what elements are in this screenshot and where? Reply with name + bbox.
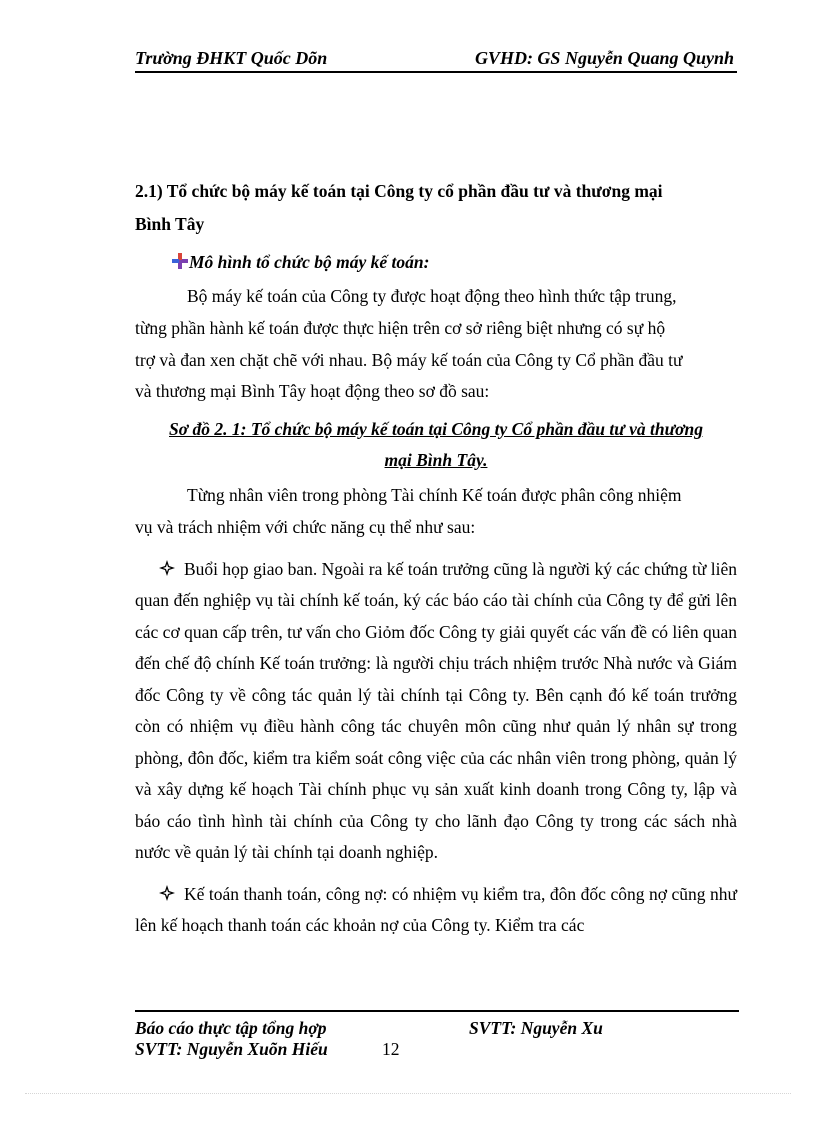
page-bottom-divider [25, 1093, 791, 1094]
header-supervisor: GVHD: GS Nguyễn Quang Quynh [474, 48, 734, 68]
page-header [135, 45, 737, 73]
paragraph1-line4: và thương mại Bình Tây hoạt động theo sơ đồ sau: [135, 381, 490, 402]
subheading [171, 247, 737, 277]
footer-report-title: Báo cáo thực tập tổng hợp [135, 1018, 327, 1038]
bullet-text: Buổi họp giao ban. Ngoài ra kế toán trưởng cũng là người ký các chứng từ liên quan đến nghiệp vụ tài chính kế toán, ký các báo cáo tài chính của Công ty để gửi lên các cơ quan cấp trên, tư vấn cho Giỏm đốc Công ty giải quyết các vấn đề có liên quan đến chế độ chính Kế toán trưởng: là người chịu trách nhiệm trước Nhà nước và Giám đốc Công ty về công tác quản lý tài chính tại Công ty. Bên cạnh đó kế toán trưởng còn có nhiệm vụ điều hành công tác chuyên môn cũng như quản lý nhân sự trong phòng, đôn đốc, kiểm tra kiểm soát công việc của các nhân viên trong phòng, quản lý và xây dựng kế hoạch Tài chính phục vụ sản xuất kinh doanh trong Công ty, lập và báo cáo tình hình tài chính của Công ty cho lãnh đạo Công ty trong các sách nhà nước về quản lý tài chính tại doanh nghiệp. [135, 558, 737, 863]
caption-line2: mại Bình Tây. [384, 450, 488, 471]
page-footer [135, 1010, 739, 1059]
subheading-text: Mô hình tổ chức bộ máy kế toán: [189, 252, 430, 272]
section-title-line2: Bình Tây [135, 214, 205, 234]
diagram-caption [135, 414, 737, 476]
caption-line1: Sơ đồ 2. 1: Tổ chức bộ máy kế toán tại Công ty Cổ phần đầu tư và thương [169, 419, 703, 440]
plus-icon [171, 252, 189, 270]
diamond-icon [159, 560, 175, 576]
document-body [135, 175, 737, 942]
page-number: 12 [382, 1039, 400, 1059]
paragraph1-line3: trợ và đan xen chặt chẽ với nhau. Bộ máy kế toán của Công ty Cổ phần đầu tư [135, 349, 683, 370]
bullet-text: Kế toán thanh toán, công nợ: có nhiệm vụ kiểm tra, đôn đốc công nợ cũng như lên kế hoạch thanh toán các khoản nợ của Công ty. Kiểm tra các [135, 883, 737, 936]
paragraph2-line1: Từng nhân viên trong phòng Tài chính Kế toán được phân công nhiệm [187, 485, 682, 506]
paragraph2-line2: vụ và trách nhiệm với chức năng cụ thể như sau: [135, 516, 476, 537]
paragraph-staff [135, 480, 737, 544]
footer-student-left: SVTT: Nguyễn Xuõn Hiếu [135, 1039, 328, 1059]
footer-student-right: SVTT: Nguyễn Xu [469, 1018, 603, 1038]
paragraph1-line1: Bộ máy kế toán của Công ty được hoạt động theo hình thức tập trung, [187, 286, 677, 306]
paragraph-structure [135, 281, 737, 408]
section-title [135, 175, 737, 241]
bullet-chief-accountant [135, 554, 737, 869]
paragraph1-line2: từng phần hành kế toán được thực hiện trên cơ sở riêng biệt nhưng có sự hộ [135, 317, 666, 338]
diamond-icon [159, 885, 175, 901]
header-school: Trường ĐHKT Quốc Dõn [135, 48, 328, 68]
bullet-payment-accountant [135, 879, 737, 942]
section-title-line1: 2.1) Tổ chức bộ máy kế toán tại Công ty cổ phần đầu tư và thương mại [135, 181, 663, 201]
